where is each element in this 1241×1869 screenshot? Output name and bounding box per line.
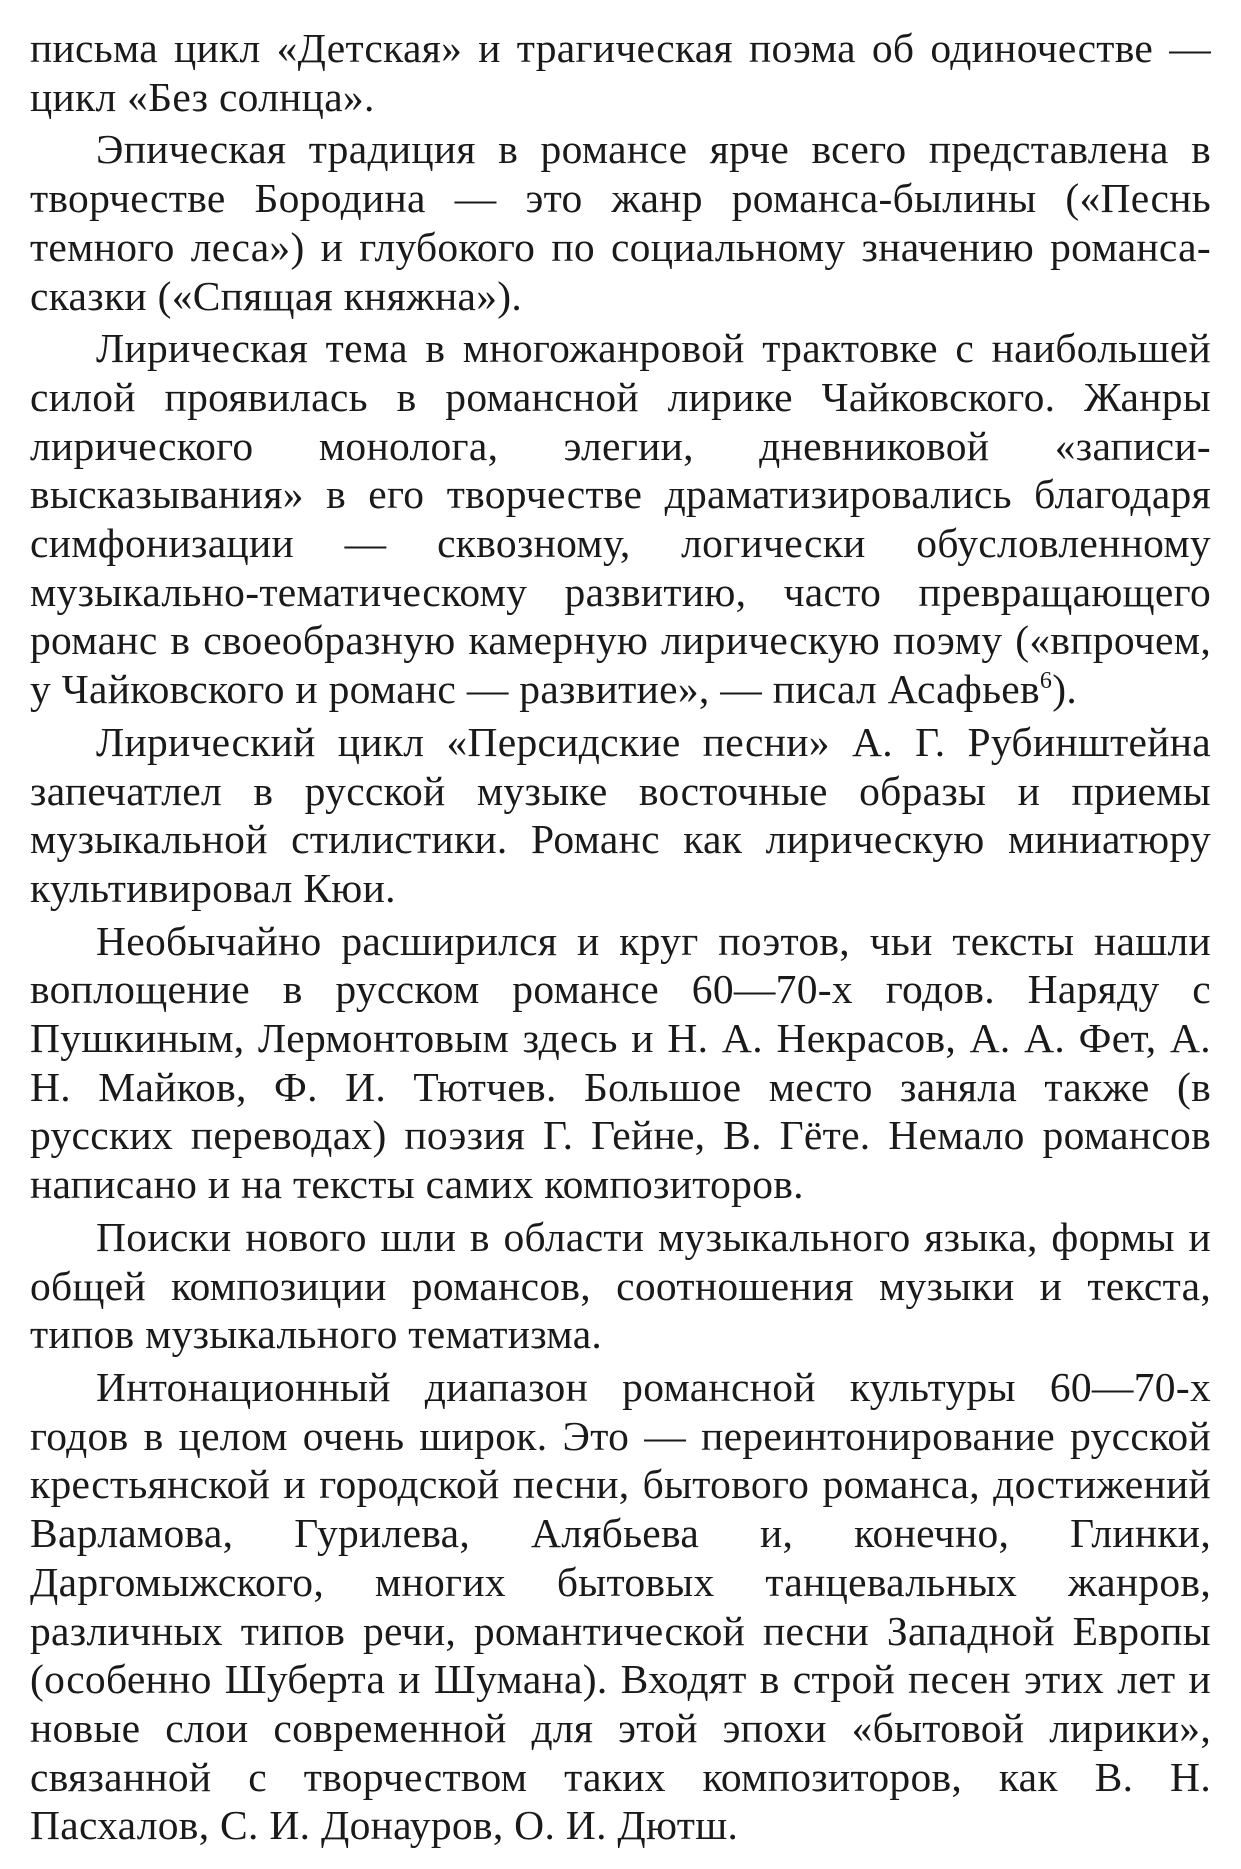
paragraph-lyric-theme (30, 324, 1211, 714)
paragraph-intonation-range: Интонационный диапазон романсной культуры 60—70-х годов в целом очень широк. Это — переинтонирование русской крестьянской и городской песни, бытового романса, достижений Варламова, Гурилева, Алябьева и, конечно, Глинки, Даргомыжского, многих бытовых танцевальных жанров, различных типов речи, романтической песни Западной Европы (особенно Шуберта и Шумана). Входят в строй песен этих лет и новые слои современной для этой эпохи «бытовой лирики», связанной с творчеством таких композиторов, как В. Н. Пасхалов, С. И. Донауров, О. И. Дютш. (30, 1363, 1211, 1849)
footnote-marker: 6 (1039, 668, 1053, 695)
paragraph-search-new: Поиски нового шли в области музыкального языка, формы и общей композиции романсов, соотношения музыки и текста, типов музыкального тематизма. (30, 1213, 1211, 1358)
paragraph-epic-tradition: Эпическая традиция в романсе ярче всего представлена в творчестве Бородина — это жанр романса-былины («Песнь темного леса») и глубокого по социальному значению романса-сказки («Спящая княжна»). (30, 126, 1211, 319)
paragraph-lyric-theme-text: Лирическая тема в многожанровой трактовке с наибольшей силой проявилась в романсной лирике Чайковского. Жанры лирического монолога, элегии, дневниковой «записи-высказывания» в его творчестве драматизировались благодаря симфонизации — сквозному, логически обусловленному музыкально-тематическому развитию, часто превращающего романс в своеобразную камерную лирическую поэму («впрочем, у Чайковского и романс — развитие», — писал Асафьев (30, 325, 1211, 713)
paragraph-lyric-theme-end: ). (1052, 666, 1078, 713)
paragraph-continuation: письма цикл «Детская» и трагическая поэма об одиночестве — цикл «Без солнца». (30, 25, 1211, 120)
paragraph-persian-songs: Лирический цикл «Персидские песни» А. Г. Рубинштейна запечатлел в русской музыке восточные образы и приемы музыкальной стилистики. Романс как лирическую миниатюру культивировал Кюи. (30, 718, 1211, 911)
paragraph-poets: Необычайно расширился и круг поэтов, чьи тексты нашли воплощение в русском романсе 60—70-х годов. Наряду с Пушкиным, Лермонтовым здесь и Н. А. Некрасов, А. А. Фет, А. Н. Майков, Ф. И. Тютчев. Большое место заняла также (в русских переводах) поэзия Г. Гейне, В. Гёте. Немало романсов написано и на тексты самих композиторов. (30, 917, 1211, 1208)
